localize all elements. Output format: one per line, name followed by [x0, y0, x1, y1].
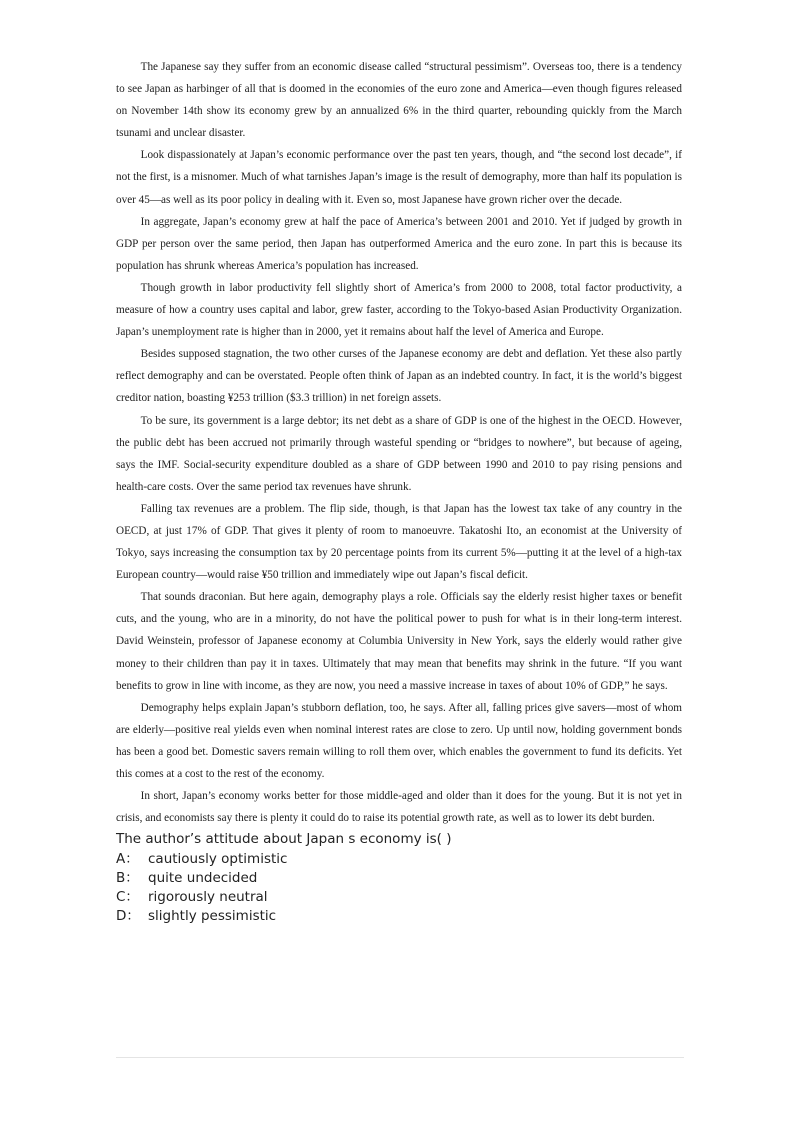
passage-paragraph: That sounds draconian. But here again, demography plays a role. Officials say the elderly resist higher taxes or benefit cuts, and the young, who are in a minority, do not have the political power to push for what is in their long-term interest. David Weinstein, professor of Japanese economy at Columbia University in New York, says the elderly would rather give money to their children than pay it in taxes. Ultimately that may mean that benefits may shrink in the future. “If you want benefits to grow in line with income, as they are now, you need a massive increase in taxes of about 10% of GDP,” he says.: [116, 591, 682, 692]
passage-paragraph: Besides supposed stagnation, the two other curses of the Japanese economy are debt and deflation. Yet these also partly reflect demography and can be overstated. People often think of Japan as an indebted country. In fact, it is the world’s biggest creditor nation, boasting ¥253 trillion ($3.3 trillion) in net foreign assets.: [116, 348, 682, 405]
bottom-divider: [116, 1057, 684, 1058]
passage-paragraph: Though growth in labor productivity fell slightly short of America’s from 2000 to 2008, total factor productivity, a measure of how a country uses capital and labor, grew faster, according to the Tokyo-based Asian Productivity Organization. Japan’s unemployment rate is higher than in 2000, yet it remains about half the level of America and Europe.: [116, 281, 682, 339]
passage-paragraph: Look dispassionately at Japan’s economic performance over the past ten years, though, and “the second lost decade”, if not the first, is a misnomer. Much of what tarnishes Japan’s image is the result of demography, more than half its population is over 45—as well as its poor policy in dealing with it. Even so, most Japanese have grown richer over the decade.: [116, 149, 682, 206]
option-letter: B：: [116, 869, 139, 886]
question-stem: The author’s attitude about Japan s economy is( ): [116, 831, 452, 848]
passage-paragraph: The Japanese say they suffer from an economic disease called “structural pessimism”. Overseas too, there is a tendency to see Japan as harbinger of all that is doomed in the economies of the euro zone and America—even though figures released on November 14th show its economy grew by an annualized 6% in the third quarter, rebounding quickly from the March tsunami and unclear disaster.: [116, 61, 682, 140]
option-text: slightly pessimistic: [148, 908, 277, 925]
answer-option-b[interactable]: [116, 869, 682, 888]
option-letter: D：: [116, 908, 140, 925]
answer-option-c[interactable]: [116, 888, 682, 907]
option-letter: A：: [116, 850, 139, 867]
passage-paragraph: In aggregate, Japan’s economy grew at half the pace of America’s between 2001 and 2010. Yet if judged by growth in GDP per person over the same period, then Japan has outperformed America and the euro zone. In part this is because its population has shrunk whereas America’s population has increased.: [116, 215, 682, 272]
passage-paragraph: In short, Japan’s economy works better for those middle-aged and older than it does for the young. But it is not yet in crisis, and economists say there is plenty it could do to raise its potential growth rate, as well as to lower its debt burden.: [116, 790, 682, 825]
option-text: rigorously neutral: [148, 889, 268, 906]
question-block: [116, 830, 682, 926]
document-page: [116, 56, 682, 927]
option-text: quite undecided: [148, 869, 258, 886]
reading-passage: [116, 56, 682, 829]
option-text: cautiously optimistic: [148, 850, 288, 867]
passage-paragraph: Falling tax revenues are a problem. The flip side, though, is that Japan has the lowest tax take of any country in the OECD, at just 17% of GDP. That gives it plenty of room to manoeuvre. Takatoshi Ito, an economist at the University of Tokyo, says increasing the consumption tax by 20 percentage points from its current 5%—putting it at the level of a high-tax European country—would raise ¥50 trillion and immediately wipe out Japan’s fiscal deficit.: [116, 502, 682, 582]
passage-paragraph: To be sure, its government is a large debtor; its net debt as a share of GDP is one of the highest in the OECD. However, the public debt has been accrued not primarily through wasteful spending or “bridges to nowhere”, but because of ageing, says the IMF. Social-security expenditure doubled as a share of GDP between 1990 and 2010 to pay rising pensions and health-care costs. Over the same period tax revenues have shrunk.: [116, 414, 682, 493]
passage-paragraph: Demography helps explain Japan’s stubborn deflation, too, he says. After all, falling prices give savers—most of whom are elderly—positive real yields even when nominal interest rates are close to zero. Up until now, holding government bonds has been a good bet. Domestic savers remain willing to roll them over, which enables the government to fund its deficits. Yet this comes at a cost to the rest of the economy.: [116, 701, 682, 780]
answer-option-a[interactable]: [116, 850, 682, 869]
option-letter: C：: [116, 889, 139, 906]
answer-option-d[interactable]: [116, 907, 682, 926]
